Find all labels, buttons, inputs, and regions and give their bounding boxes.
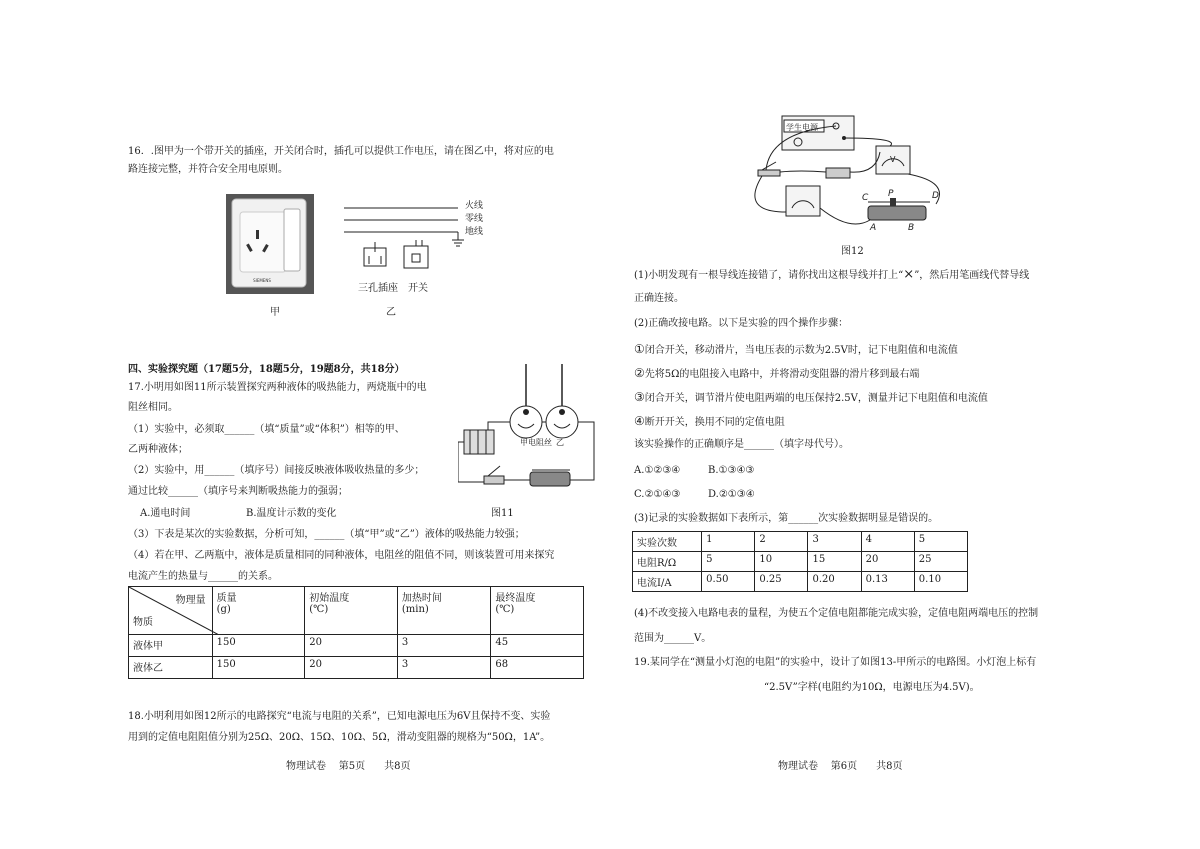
step-1 xyxy=(634,342,958,358)
q18-part1-c: 正确连接。 xyxy=(634,293,684,304)
table-cell: 3 xyxy=(397,657,490,679)
header-heat-time xyxy=(397,587,490,635)
switch-symbol xyxy=(404,246,428,268)
table-row xyxy=(633,532,968,552)
table-cell: 2 xyxy=(755,532,808,552)
header-mass-unit: (g) xyxy=(216,604,231,615)
q17-line7: （3）下表是某次的实验数据，分析可知，______（填“甲”或“乙”）液体的吸热能力较强； xyxy=(128,529,525,540)
step-2-text: 先将5Ω的电阻接入电路中，并将滑动变阻器的滑片移到最右端 xyxy=(644,369,920,380)
table-cell: 10 xyxy=(755,552,808,572)
option-d: D.②①③④ xyxy=(708,489,755,500)
table-cell: 3 xyxy=(808,532,861,552)
table-cell: 3 xyxy=(397,635,490,657)
switch-inner xyxy=(412,254,420,262)
table-cell: 15 xyxy=(808,552,861,572)
wire-6 xyxy=(820,208,870,224)
header-final-temp-label: 最终温度 xyxy=(495,593,536,604)
q18-part1 xyxy=(634,268,1029,283)
step-2 xyxy=(634,366,919,382)
table-row xyxy=(633,552,968,572)
q17-option-a: A.通电时间 xyxy=(140,508,191,519)
q17-line9: 电流产生的热量与______的关系。 xyxy=(128,571,278,582)
bulb-yi xyxy=(559,409,565,415)
wire-label: 甲电阻丝 xyxy=(520,438,552,447)
header-init-temp-unit: (℃) xyxy=(309,604,329,615)
switch-label: 开关 xyxy=(408,283,428,294)
socket-photo-figure xyxy=(226,194,314,294)
table-cell: 150 xyxy=(212,635,305,657)
q17-line3: （1）实验中，必须取______（填“质量”或“体积”）相等的甲、 xyxy=(128,424,405,435)
header-heat-time-label: 加热时间 xyxy=(401,593,442,604)
q17-line5: （2）实验中，用______（填序号）间接反映液体吸收热量的多少； xyxy=(128,465,425,476)
terminal-b: B xyxy=(908,223,915,233)
table-cell: 实验次数 xyxy=(633,532,702,552)
section4-title: 四、实验探究题（17题5分，18题5分，19题8分，共18分） xyxy=(128,364,405,375)
right-page xyxy=(600,0,1200,849)
table-cell: 0.25 xyxy=(755,572,808,592)
q18-line2: 用到的定值电阻阻值分别为25Ω、20Ω、15Ω、10Ω、5Ω，滑动变阻器的规格为“50Ω，1A”。 xyxy=(128,732,551,743)
step-2-number: ② xyxy=(634,366,645,380)
header-init-temp xyxy=(305,587,398,635)
label-jia: 甲 xyxy=(270,307,280,318)
option-b: B.①③④③ xyxy=(708,465,755,476)
q17-line6: 通过比较______（填序号来判断吸热能力的强弱； xyxy=(128,486,348,497)
table-cell: 5 xyxy=(914,532,967,552)
socket-label: 三孔插座 xyxy=(358,283,398,294)
fig12-rheostat xyxy=(868,206,926,220)
q16-line2: 路连接完整，并符合安全用电原则。 xyxy=(128,164,288,175)
table-row xyxy=(129,657,584,679)
table-cell: 液体甲 xyxy=(129,635,213,657)
table-cell: 25 xyxy=(914,552,967,572)
step-4 xyxy=(634,414,785,430)
q18-part3: (3)记录的实验数据如下表所示，第______次实验数据明显是错误的。 xyxy=(634,513,939,524)
fire-wire-label: 火线 xyxy=(465,201,484,211)
table-row xyxy=(129,635,584,657)
step-3-number: ③ xyxy=(634,390,645,404)
fig12-switch-lever xyxy=(762,162,776,170)
table-corner-cell xyxy=(129,587,213,635)
q16-line1: 16．.图甲为一个带开关的插座，开关闭合时，插孔可以提供工作电压，请在图乙中，将对应的电 xyxy=(128,146,554,157)
step-1-text: 闭合开关，移动滑片，当电压表的示数为2.5V时，记下电阻值和电流值 xyxy=(644,345,958,356)
right-page-footer: 物理试卷 第6页 共8页 xyxy=(778,761,903,772)
switch-lever xyxy=(488,466,500,476)
header-final-temp xyxy=(491,587,584,635)
header-final-temp-unit: (℃) xyxy=(495,604,515,615)
q17-line4: 乙两种液体； xyxy=(128,444,188,455)
socket-hole-top xyxy=(256,230,259,239)
wire-5 xyxy=(755,176,786,212)
terminal-a: A xyxy=(870,223,877,233)
table-cell: 0.10 xyxy=(914,572,967,592)
left-page-footer: 物理试卷 第5页 共8页 xyxy=(286,761,411,772)
table-cell: 液体乙 xyxy=(129,657,213,679)
table-cell: 20 xyxy=(305,657,398,679)
table-cell: 20 xyxy=(861,552,914,572)
step-1-number: ① xyxy=(634,342,645,356)
brand-text: SIEMENS xyxy=(253,278,271,283)
q18-part1-a: (1)小明发现有一根导线连接错了，请你找出这根导线并打上“ xyxy=(634,270,904,281)
step-4-number: ④ xyxy=(634,414,645,428)
q18-part2: (2)正确改接电路。以下是实验的四个操作步骤： xyxy=(634,318,849,329)
power-label: 学生电源 xyxy=(786,123,818,132)
order-question: 该实验操作的正确顺序是______（填字母代号）。 xyxy=(634,439,849,450)
fixed-resistor xyxy=(826,168,850,178)
bulb-jia xyxy=(523,409,529,415)
rheostat xyxy=(530,472,570,486)
coil-jia xyxy=(518,424,534,428)
step-3 xyxy=(634,390,988,406)
table-cell: 0.50 xyxy=(702,572,755,592)
step-3-text: 闭合开关，调节滑片使电阻两端的电压保持2.5V，测量并记下电阻值和电流值 xyxy=(644,393,988,404)
fig12-switch xyxy=(758,170,780,176)
voltmeter-label: V xyxy=(890,155,896,164)
q17-line1: 17.小明用如图11所示装置探究两种液体的吸热能力，两烧瓶中的电 xyxy=(128,382,427,393)
terminal-c: C xyxy=(862,193,869,203)
figure-12 xyxy=(740,112,960,240)
table-cell: 68 xyxy=(491,657,584,679)
figure-11-caption: 图11 xyxy=(491,508,514,519)
table-cell: 150 xyxy=(212,657,305,679)
q19-line1: 19.某同学在“测量小灯泡的电阻”的实验中，设计了如图13-甲所示的电路图。小灯泡上标有 xyxy=(634,657,1037,668)
q18-data-table xyxy=(632,531,968,592)
q17-line2: 阻丝相同。 xyxy=(128,402,178,413)
q17-data-table xyxy=(128,586,584,679)
q18-line1: 18.小明利用如图12所示的电路探究“电流与电阻的关系”，已知电源电压为6V且保持不变、实验 xyxy=(128,711,551,722)
q18-part4-b: 范围为______V。 xyxy=(634,633,712,644)
switch-rocker xyxy=(284,209,300,271)
label-yi: 乙 xyxy=(386,307,396,318)
table-cell: 电阻R/Ω xyxy=(633,552,702,572)
slider xyxy=(890,198,896,206)
terminal-d: D xyxy=(932,191,939,201)
ground-wire-label: 地线 xyxy=(465,227,484,237)
header-heat-time-unit: (min) xyxy=(401,604,429,615)
yi-flask-label: 乙 xyxy=(556,438,564,447)
wrong-mark: × xyxy=(903,267,915,282)
q19-line2: “2.5V”字样(电阻约为10Ω，电源电压为4.5V)。 xyxy=(764,682,980,693)
option-c: C.②①④③ xyxy=(634,489,681,500)
figure-12-caption: 图12 xyxy=(841,246,864,257)
battery xyxy=(464,430,494,454)
step-4-text: 断开开关，换用不同的定值电阻 xyxy=(644,417,785,428)
wire-3 xyxy=(780,171,826,172)
q17-option-b: B.温度计示数的变化 xyxy=(246,508,337,519)
fig11-switch xyxy=(484,476,504,484)
coil-yi xyxy=(554,424,570,428)
table-cell: 4 xyxy=(861,532,914,552)
table-cell: 45 xyxy=(491,635,584,657)
table-cell: 1 xyxy=(702,532,755,552)
table-row xyxy=(633,572,968,592)
header-init-temp-label: 初始温度 xyxy=(309,593,350,604)
table-cell: 5 xyxy=(702,552,755,572)
socket-face xyxy=(240,212,286,272)
q18-part1-b: ”，然后用笔画线代替导线 xyxy=(914,270,1030,281)
terminal-p: P xyxy=(888,189,894,199)
table-cell: 0.20 xyxy=(808,572,861,592)
corner-bottom-label: 物质 xyxy=(133,617,153,628)
wiring-figure xyxy=(340,196,500,296)
q18-part4-a: (4)不改变接入电路电表的量程，为使五个定值电阻都能完成实验，定值电阻两端电压的控制 xyxy=(634,608,1039,619)
header-mass xyxy=(212,587,305,635)
table-cell: 0.13 xyxy=(861,572,914,592)
corner-top-label: 物理量 xyxy=(175,595,206,606)
q17-line8: （4）若在甲、乙两瓶中，液体是质量相同的同种液体，电阻丝的阻值不同，则该装置可用来探究 xyxy=(128,550,555,561)
table-cell: 电流I/A xyxy=(633,572,702,592)
zero-wire-label: 零线 xyxy=(465,214,484,224)
option-a: A.①②③④ xyxy=(634,465,681,476)
header-mass-label: 质量 xyxy=(216,593,237,604)
table-cell: 20 xyxy=(305,635,398,657)
figure-11 xyxy=(458,362,598,502)
